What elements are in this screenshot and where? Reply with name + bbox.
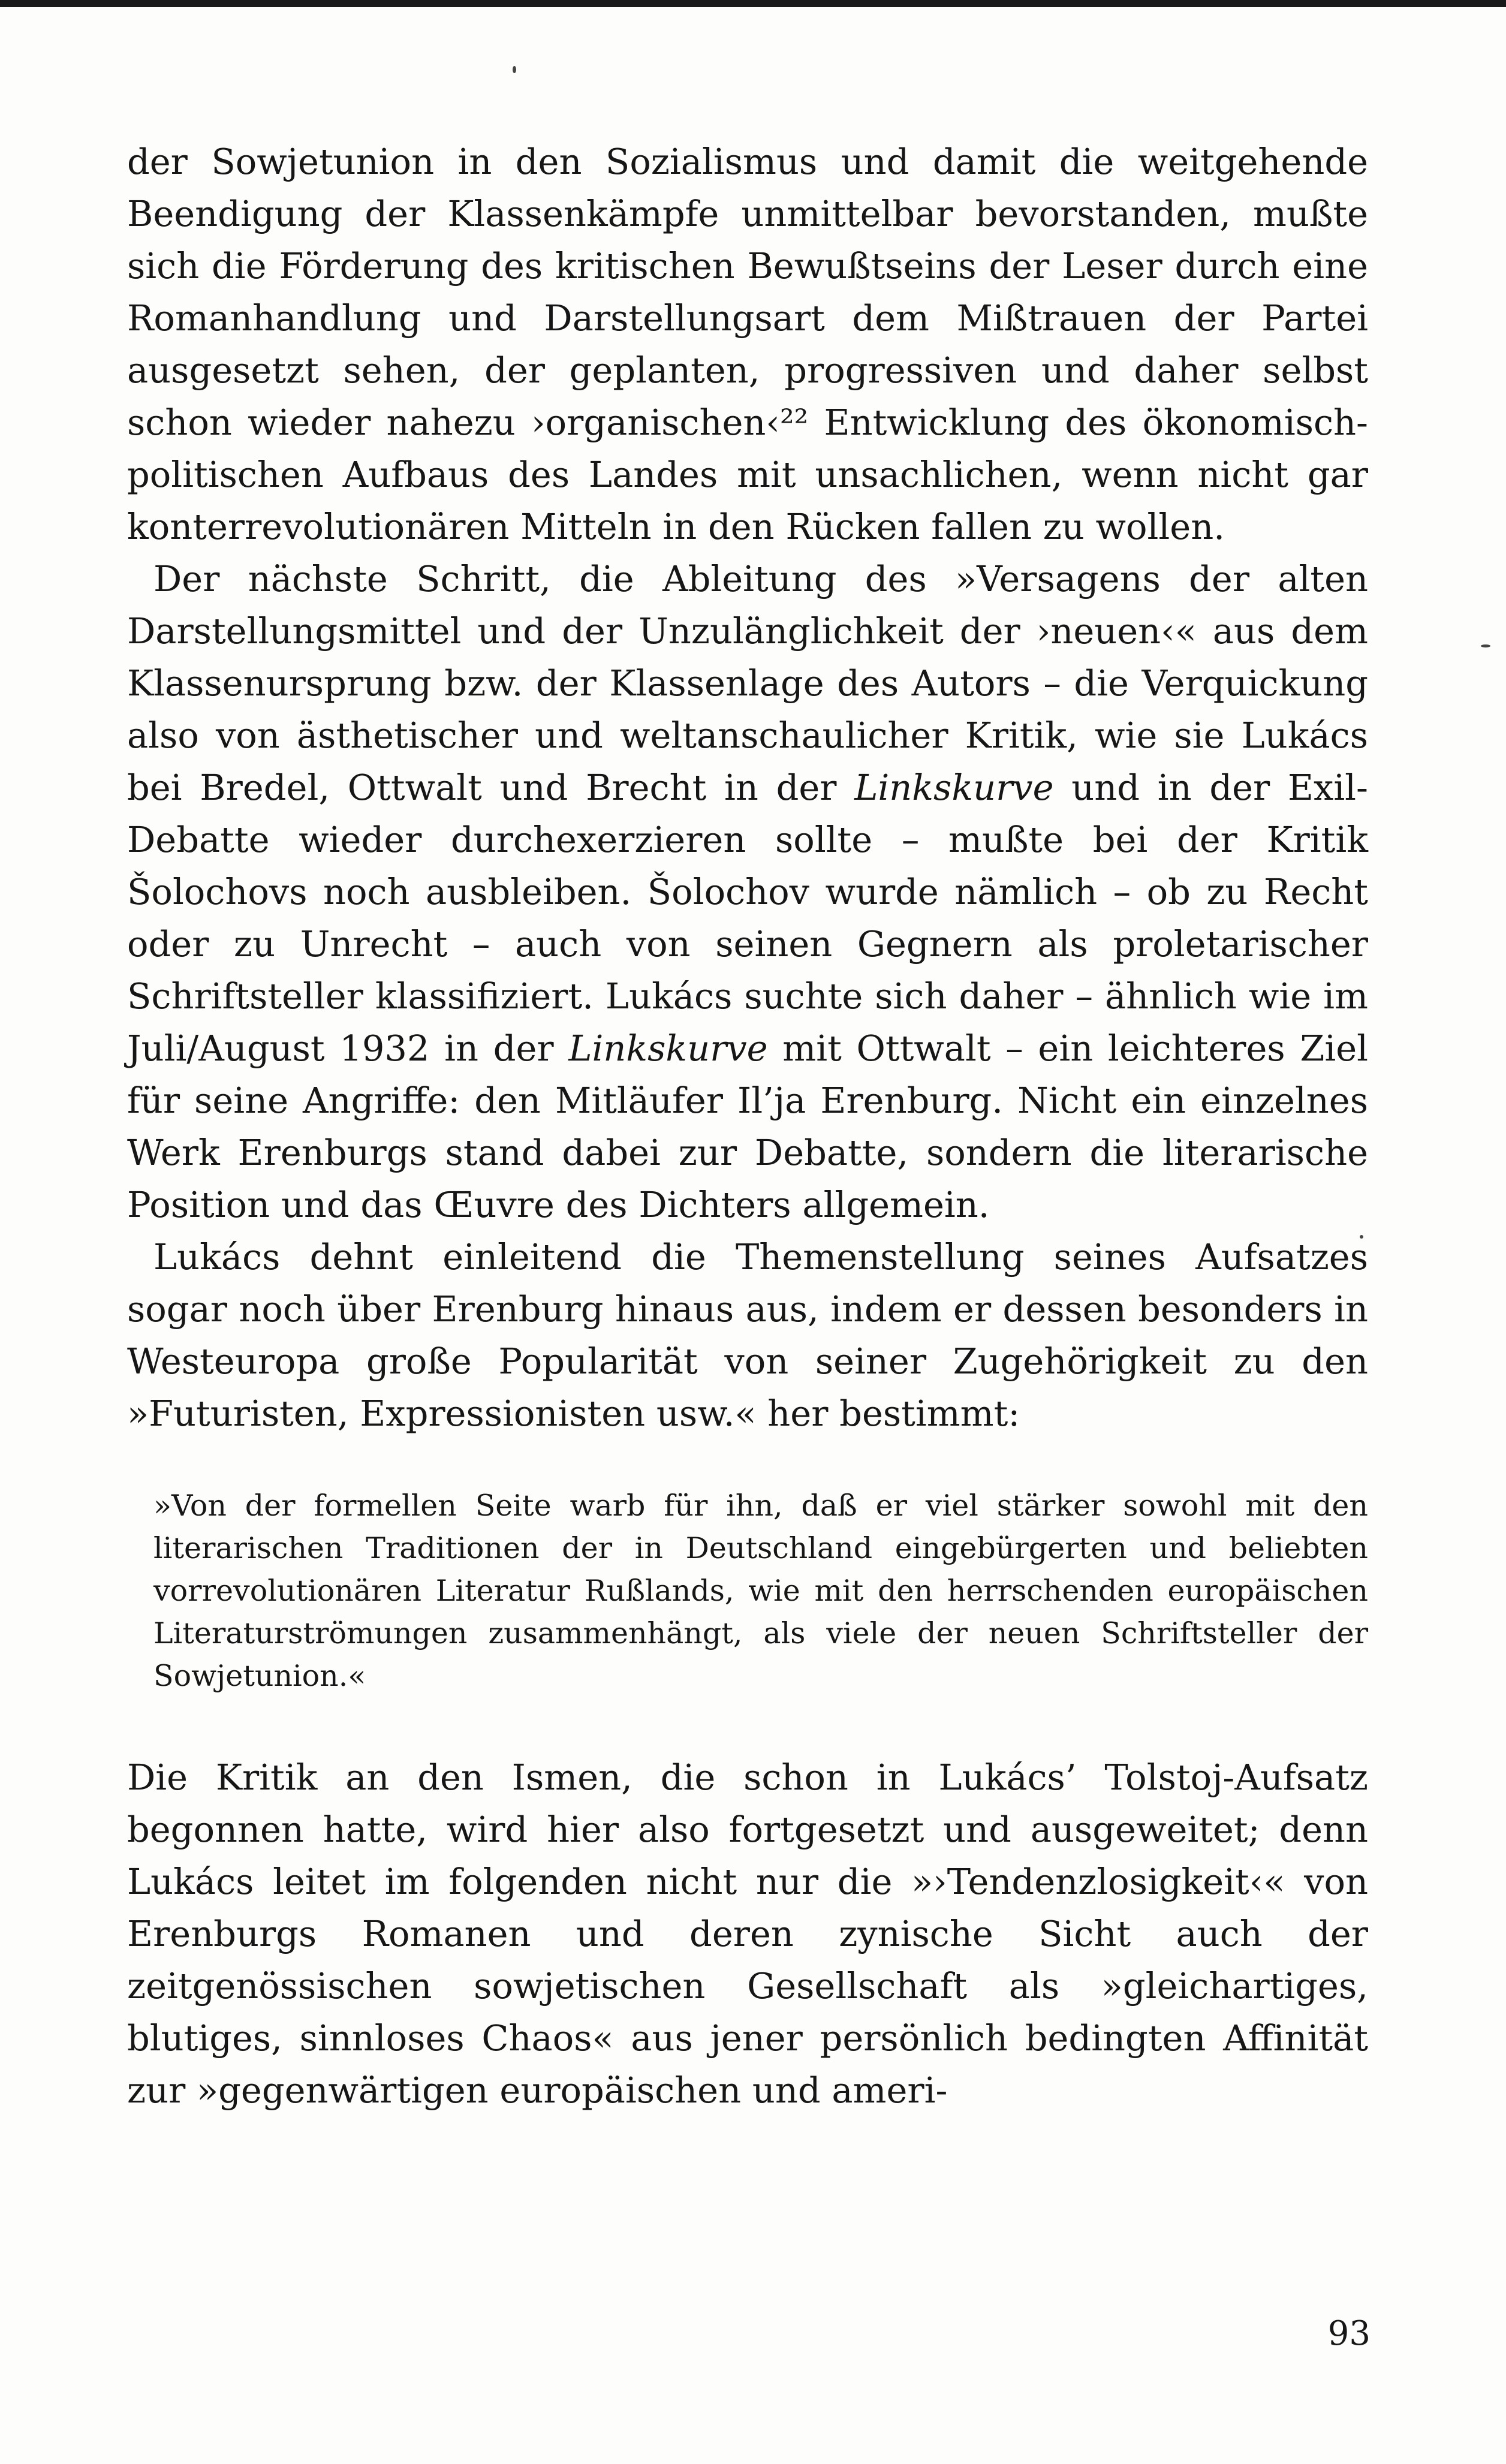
body-text <box>127 135 1368 2116</box>
paragraph-2-part-2: und in der Exil-Debatte wieder durchexerzieren sollte – mußte bei der Kritik Šolochovs noch ausbleiben. Šolochov wurde nämlich – ob zu Recht oder zu Unrecht – auch von seinen Gegnern als proletarischer Schriftsteller klassifiziert. Lukács suchte sich daher – ähnlich wie im Juli/August 1932 in der <box>127 767 1368 1069</box>
print-speck <box>1481 644 1490 647</box>
paragraph-2-part-1: Der nächste Schritt, die Ableitung des »Versagens der alten Darstellungsmittel und der Unzulänglichkeit der ›neuen‹« aus dem Klassenursprung bzw. der Klassenlage des Autors – die Verquickung also von ästhetischer und weltanschaulicher Kritik, wie sie Lukács bei Bredel, Ottwalt und Brecht in der <box>127 558 1368 808</box>
paragraph-3: Lukács dehnt einleitend die Themenstellung seines Aufsatzes sogar noch über Erenburg hinaus aus, indem er dessen besonders in Westeuropa große Popularität von seiner Zugehörigkeit zu den »Futuristen, Expressionisten usw.« her bestimmt: <box>127 1236 1368 1434</box>
block-quote: »Von der formellen Seite warb für ihn, daß er viel stärker sowohl mit den literarischen Traditionen der in Deutschland eingebürgerten und beliebten vorrevolutionären Literatur Rußlands, wie mit den herrschenden europäischen Literaturströmungen zusammenhängt, als viele der neuen Schriftsteller der Sowjetunion.« <box>153 1489 1368 1693</box>
page-top-edge <box>0 0 1506 7</box>
paragraph-4: Die Kritik an den Ismen, die schon in Lukács’ Tolstoj-Aufsatz begonnen hatte, wird hier also fortgesetzt und ausgeweitet; denn Lukács leitet im folgenden nicht nur die »›Tendenzlosigkeit‹« von Erenburgs Romanen und deren zynische Sicht auch der zeitgenössischen sowjetischen Gesellschaft als »gleichartiges, blutiges, sinnloses Chaos« aus jener persönlich bedingten Affinität zur »gegenwärtigen europäischen und ameri- <box>127 1757 1368 2111</box>
journal-title-linkskurve: Linkskurve <box>568 1028 768 1069</box>
print-speck <box>513 66 516 73</box>
paragraph-1: der Sowjetunion in den Sozialismus und damit die weitgehende Beendigung der Klassenkämpfe unmittelbar bevorstanden, mußte sich die Förderung des kritischen Bewußtseins der Leser durch eine Romanhandlung und Darstellungsart dem Mißtrauen der Partei ausgesetzt sehen, der geplanten, progressiven und daher selbst schon wieder nahezu ›organischen‹²² Entwicklung des ökonomisch-politischen Aufbaus des Landes mit unsachlichen, wenn nicht gar konterrevolutionären Mitteln in den Rücken fallen zu wollen. <box>127 141 1368 547</box>
paragraph-2-part-3: mit Ottwalt – ein leichteres Ziel für seine Angriffe: den Mitläufer Il’ja Erenburg. Nicht ein einzelnes Werk Erenburgs stand dabei zur Debatte, sondern die literarische Position und das Œuvre des Dichters allgemein. <box>127 1028 1368 1225</box>
journal-title-linkskurve: Linkskurve <box>854 767 1054 808</box>
page-number: 93 <box>1327 2314 1371 2353</box>
paragraph-2 <box>127 553 1368 1231</box>
